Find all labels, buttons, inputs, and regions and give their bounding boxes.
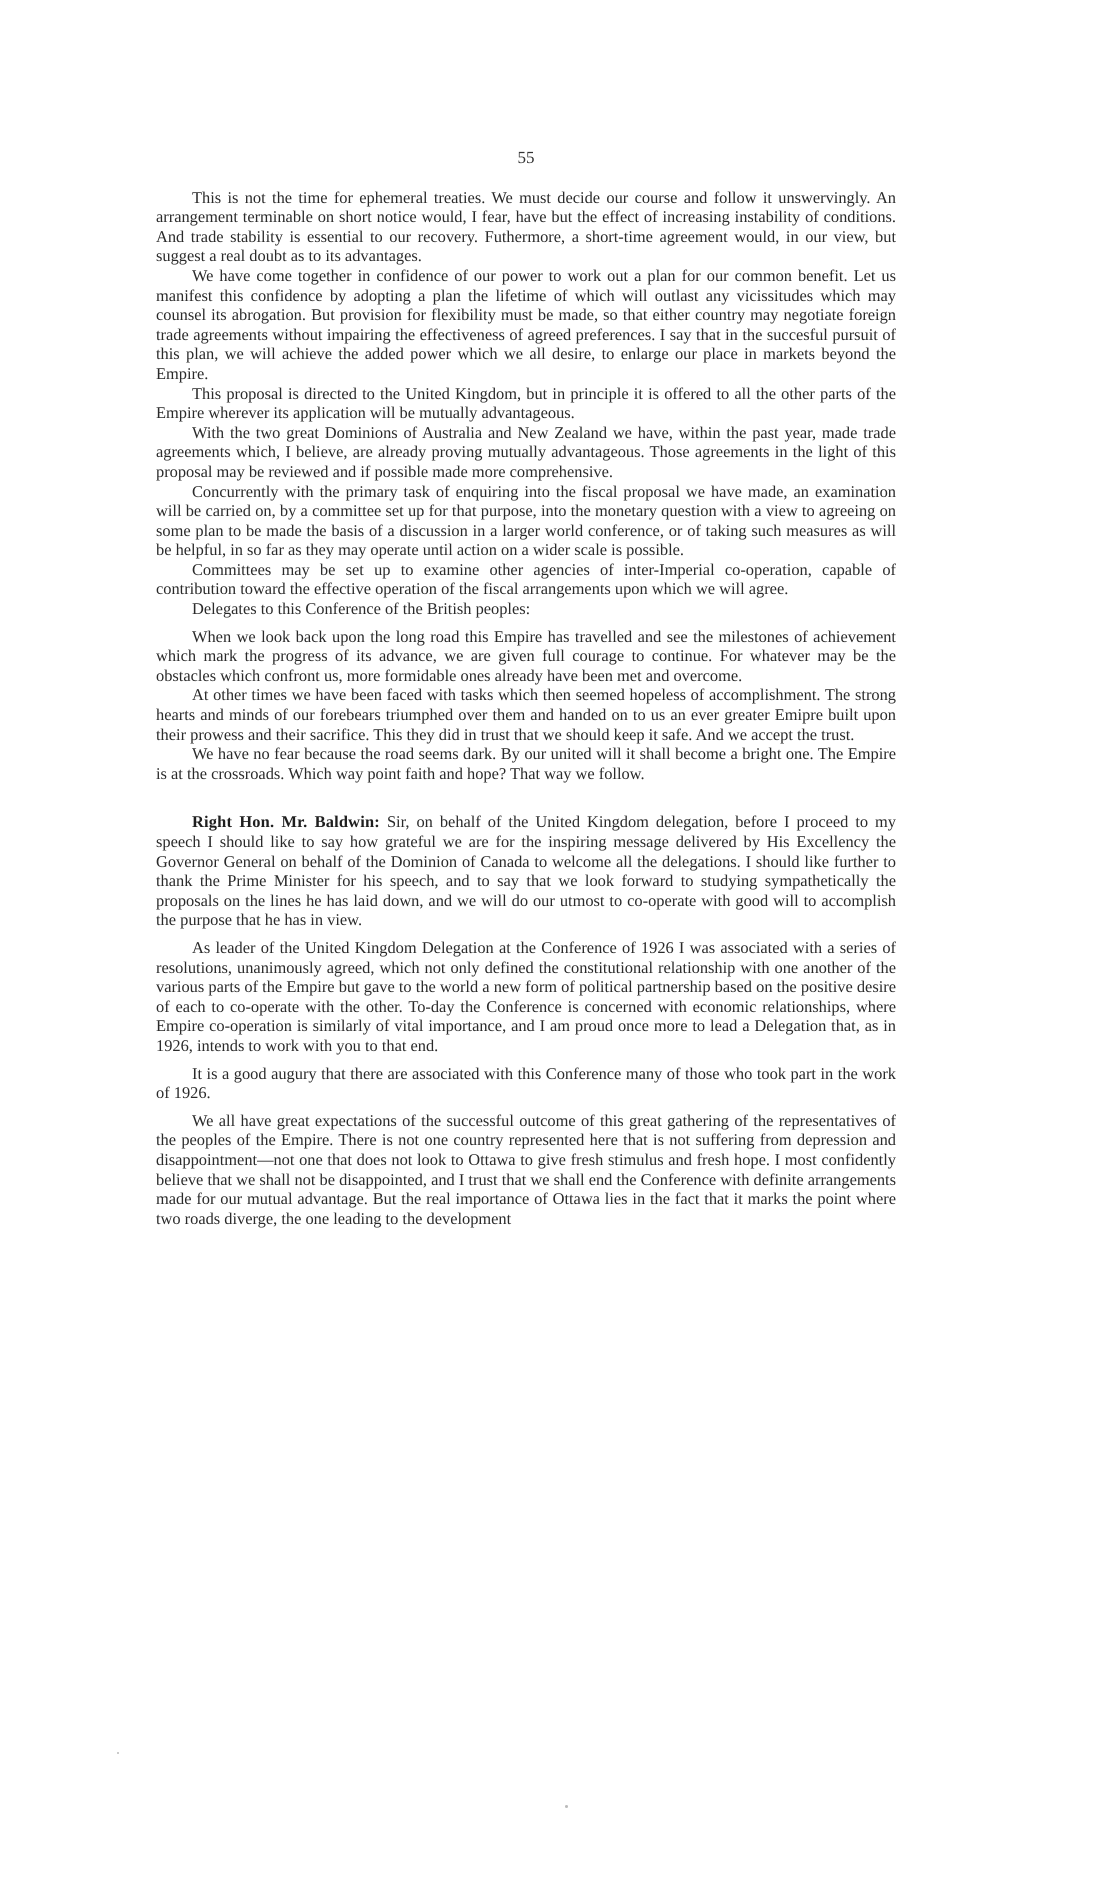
paragraph-good-augury: It is a good augury that there are associated with this Conference many of those who took part in the work of 1926. bbox=[156, 1063, 896, 1103]
paragraph-delegates-address: Delegates to this Conference of the British peoples: bbox=[192, 599, 531, 619]
paragraph-no-fear: We have no fear because the road seems dark. By our united will it shall become a bright one. The Empire is at the crossroads. Which way point faith and hope? That way we follow. bbox=[156, 744, 896, 783]
speech-opening-text: Sir, on behalf of the United Kingdom delegation, before I proceed to my speech I should like to say how grateful we are for the inspiring message delivered by His Excellency the Governor General on behalf of the Dominion of Canada to welcome all the delegations. I should like further to thank the Prime Minister for his speech, and to say that we look forward to studying sympathetically the proposals on the lines he has laid down, and we will do our utmost to co-operate with good will to accomplish the purpose that he has in view. bbox=[156, 812, 896, 930]
paragraph-ephemeral-treaties: This is not the time for ephemeral treaties. We must decide our course and follow it unswervingly. An arrangement terminable on short notice would, I fear, have but the effect of increasing instability of conditions. And trade stability is essential to our recovery. Futhermore, a short-time agreement would, in our view, but suggest a real doubt as to its advantages. bbox=[156, 187, 896, 266]
paragraph-great-expectations: We all have great expectations of the successful outcome of this great gathering of the representatives of the peoples of the Empire. There is not one country represented here that is not suffering from depression and disappointment—not one that does not look to Ottawa to give fresh stimulus and fresh hope. I most confidently believe that we shall not be disappointed, and I trust that we shall end the Conference with definite arrangements made for our mutual advantage. But the real importance of Ottawa lies in the fact that it marks the point where two roads diverge, the one leading to the development bbox=[156, 1110, 896, 1228]
scan-speck bbox=[565, 1805, 568, 1808]
paragraph-long-road: When we look back upon the long road this Empire has travelled and see the milestones of achievement which mark the progress of its advance, we are given full courage to continue. For whatever may be the obstacles which confront us, more formidable ones already have been met and overcome. bbox=[156, 626, 896, 685]
speaker-name: Right Hon. Mr. Baldwin: bbox=[192, 812, 380, 832]
paragraph-common-benefit: We have come together in confidence of our power to work out a plan for our common benefit. Let us manifest this confidence by adopting a plan the lifetime of which will outlast any vicissitudes which may counsel its abrogation. But provision for flexibility must be made, so that either country may negotiate foreign trade agreements without impairing the effectiveness of agreed preferences. I say that in the succesful pursuit of this plan, we will achieve the added power which we all desire, to enlarge our place in markets beyond the Empire. bbox=[156, 265, 896, 383]
document-page bbox=[156, 148, 896, 1228]
paragraph-other-times: At other times we have been faced with tasks which then seemed hopeless of accomplishment. The strong hearts and minds of our forebears triumphed over them and handed on to us an ever greater Emipre built upon their prowess and their sacrifice. This they did in trust that we should keep it safe. And we accept the trust. bbox=[156, 685, 896, 744]
paragraph-committees: Committees may be set up to examine other agencies of inter-Imperial co-operation, capable of contribution toward the effective operation of the fiscal arrangements upon which we will agree. bbox=[156, 559, 896, 599]
page-number: 55 bbox=[517, 148, 535, 167]
paragraph-monetary-question: Concurrently with the primary task of enquiring into the fiscal proposal we have made, an examination will be carried on, by a committee set up for that purpose, into the monetary question with a view to agreeing on some plan to be made the basis of a discussion in a larger world conference, or of taking such measures as will be helpful, in so far as they may operate until action on a wider scale is possible. bbox=[156, 481, 896, 560]
paragraph-proposal-united-kingdom: This proposal is directed to the United Kingdom, but in principle it is offered to all the other parts of the Empire wherever its application will be mutually advantageous. bbox=[156, 383, 896, 423]
speech-opening-paragraph bbox=[156, 812, 896, 930]
scan-speck bbox=[117, 1752, 119, 1754]
paragraph-australia-new-zealand: With the two great Dominions of Australia and New Zealand we have, within the past year, made trade agreements which, I believe, are already proving mutually advantageous. Those agreements in the light of this proposal may be reviewed and if possible made more comprehensive. bbox=[156, 422, 896, 481]
paragraph-conference-1926: As leader of the United Kingdom Delegation at the Conference of 1926 I was associated with a series of resolutions, unanimously agreed, which not only defined the constitutional relationship with one another of the various parts of the Empire but gave to the world a new form of political partnership based on the positive desire of each to co-operate with the other. To-day the Conference is concerned with economic relationships, where Empire co-operation is similarly of vital importance, and I am proud once more to lead a Delegation that, as in 1926, intends to work with you to that end. bbox=[156, 937, 896, 1055]
